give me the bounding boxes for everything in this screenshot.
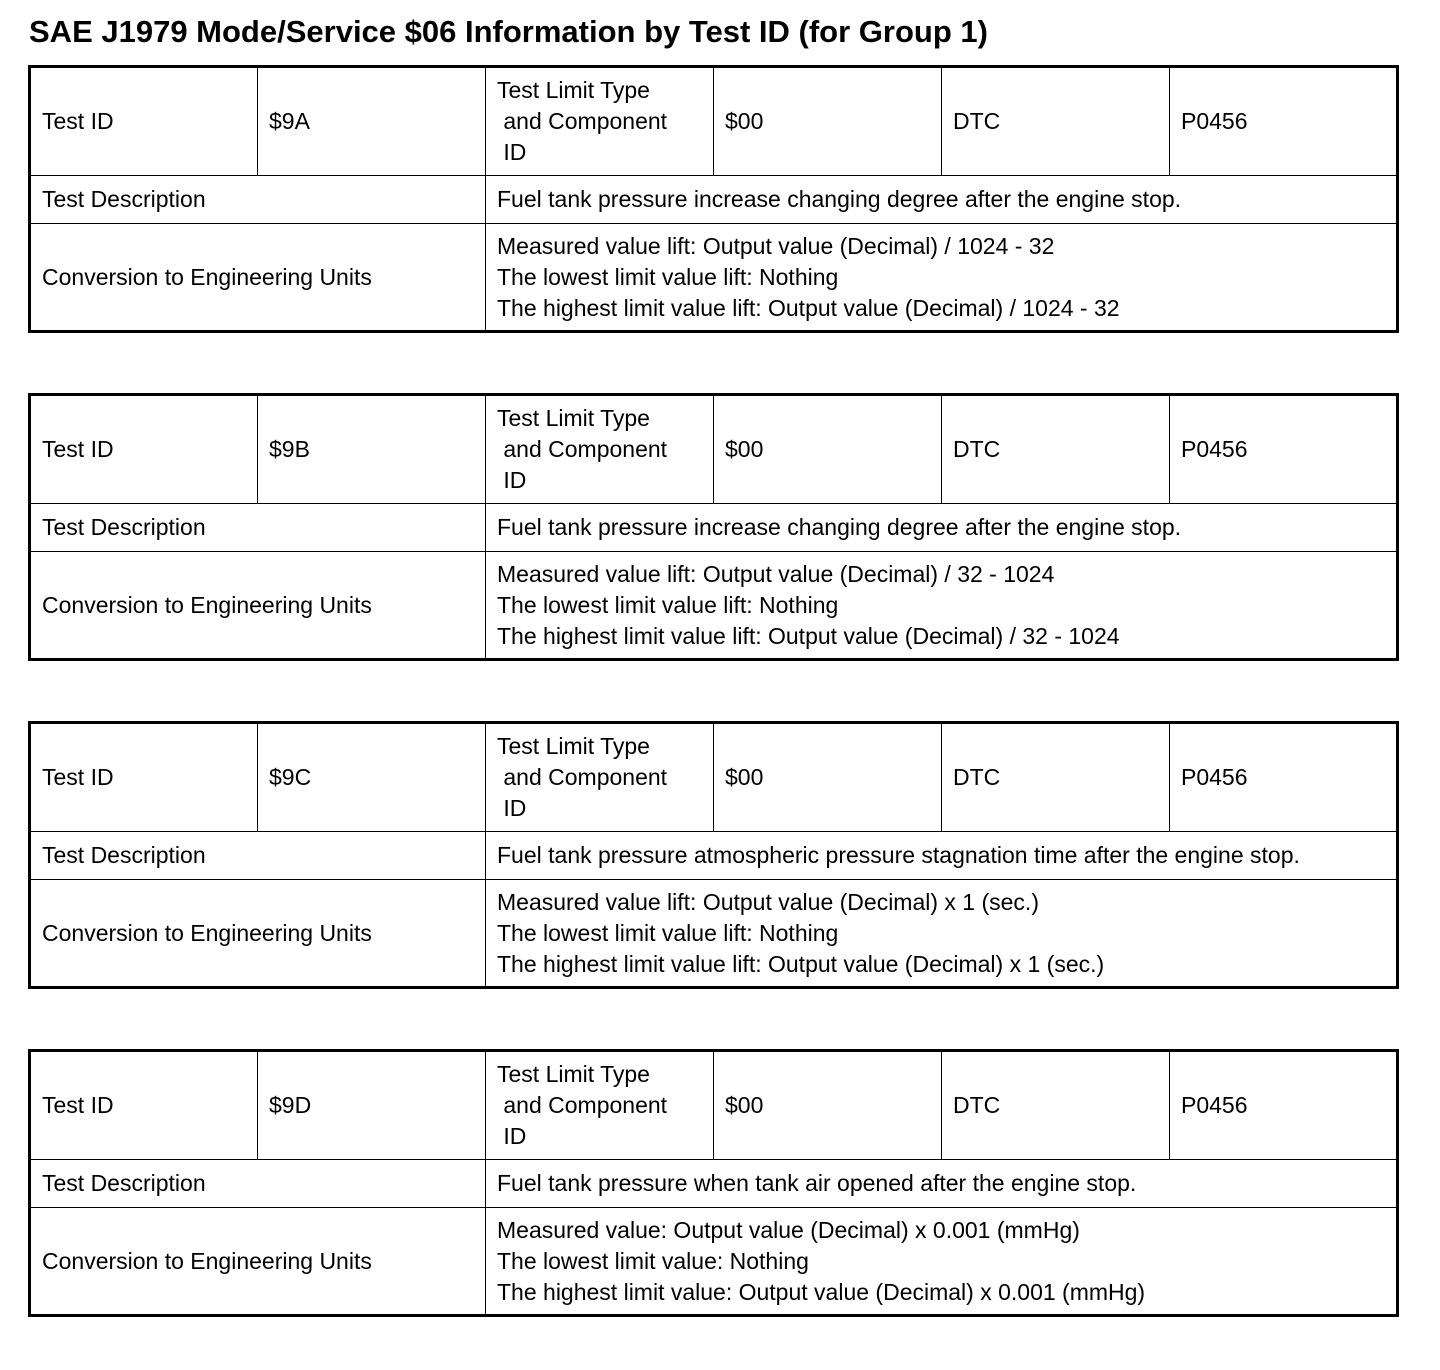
- test-description-label: Test Description: [30, 832, 486, 880]
- measured-value-line: Measured value lift: Output value (Decimal) x 1 (sec.): [497, 888, 1039, 915]
- table-row: [30, 552, 1398, 660]
- limit-type-value: $00: [714, 1051, 942, 1160]
- dtc-code: P0456: [1170, 1051, 1398, 1160]
- test-id-label: Test ID: [30, 67, 258, 176]
- conversion-formulas: [486, 552, 1398, 660]
- measured-value-line: Measured value: Output value (Decimal) x 0.001 (mmHg): [497, 1216, 1080, 1243]
- table-row: [30, 1160, 1398, 1208]
- test-description-text: Fuel tank pressure increase changing degree after the engine stop.: [486, 504, 1398, 552]
- dtc-code: P0456: [1170, 723, 1398, 832]
- table-row: [30, 395, 1398, 504]
- lowest-limit-line: The lowest limit value lift: Nothing: [497, 591, 839, 618]
- lowest-limit-line: The lowest limit value lift: Nothing: [497, 919, 839, 946]
- test-id-value: $9A: [258, 67, 486, 176]
- conversion-label: Conversion to Engineering Units: [30, 880, 486, 988]
- conversion-formulas: [486, 1208, 1398, 1316]
- test-table: [28, 721, 1399, 989]
- table-row: [30, 1208, 1398, 1316]
- test-id-label: Test ID: [30, 723, 258, 832]
- table-row: [30, 1051, 1398, 1160]
- table-row: [30, 176, 1398, 224]
- conversion-formulas: [486, 880, 1398, 988]
- test-id-value: $9C: [258, 723, 486, 832]
- conversion-label: Conversion to Engineering Units: [30, 1208, 486, 1316]
- table-row: [30, 723, 1398, 832]
- dtc-code: P0456: [1170, 395, 1398, 504]
- table-row: [30, 832, 1398, 880]
- highest-limit-line: The highest limit value: Output value (Decimal) x 0.001 (mmHg): [497, 1278, 1146, 1305]
- limit-type-label: Test Limit Type and Component ID: [486, 67, 714, 176]
- test-description-label: Test Description: [30, 1160, 486, 1208]
- table-row: [30, 224, 1398, 332]
- dtc-label: DTC: [942, 395, 1170, 504]
- test-description-text: Fuel tank pressure when tank air opened after the engine stop.: [486, 1160, 1398, 1208]
- highest-limit-line: The highest limit value lift: Output value (Decimal) / 1024 - 32: [497, 294, 1120, 321]
- test-description-label: Test Description: [30, 176, 486, 224]
- dtc-label: DTC: [942, 1051, 1170, 1160]
- highest-limit-line: The highest limit value lift: Output value (Decimal) x 1 (sec.): [497, 950, 1105, 977]
- test-id-label: Test ID: [30, 395, 258, 504]
- dtc-label: DTC: [942, 67, 1170, 176]
- limit-type-label: Test Limit Type and Component ID: [486, 395, 714, 504]
- dtc-label: DTC: [942, 723, 1170, 832]
- conversion-formulas: [486, 224, 1398, 332]
- lowest-limit-line: The lowest limit value lift: Nothing: [497, 263, 839, 290]
- table-row: [30, 880, 1398, 988]
- limit-type-value: $00: [714, 395, 942, 504]
- page-title: SAE J1979 Mode/Service $06 Information by Test ID (for Group 1): [29, 14, 988, 49]
- limit-type-value: $00: [714, 723, 942, 832]
- measured-value-line: Measured value lift: Output value (Decimal) / 32 - 1024: [497, 560, 1055, 587]
- lowest-limit-line: The lowest limit value: Nothing: [497, 1247, 809, 1274]
- limit-type-label: Test Limit Type and Component ID: [486, 1051, 714, 1160]
- limit-type-value: $00: [714, 67, 942, 176]
- table-row: [30, 504, 1398, 552]
- test-description-text: Fuel tank pressure increase changing degree after the engine stop.: [486, 176, 1398, 224]
- test-id-label: Test ID: [30, 1051, 258, 1160]
- test-table: [28, 1049, 1399, 1317]
- conversion-label: Conversion to Engineering Units: [30, 552, 486, 660]
- highest-limit-line: The highest limit value lift: Output value (Decimal) / 32 - 1024: [497, 622, 1120, 649]
- limit-type-label: Test Limit Type and Component ID: [486, 723, 714, 832]
- conversion-label: Conversion to Engineering Units: [30, 224, 486, 332]
- test-id-value: $9B: [258, 395, 486, 504]
- test-table: [28, 393, 1399, 661]
- test-table: [28, 65, 1399, 333]
- test-description-label: Test Description: [30, 504, 486, 552]
- dtc-code: P0456: [1170, 67, 1398, 176]
- test-id-value: $9D: [258, 1051, 486, 1160]
- measured-value-line: Measured value lift: Output value (Decimal) / 1024 - 32: [497, 232, 1055, 259]
- test-description-text: Fuel tank pressure atmospheric pressure stagnation time after the engine stop.: [486, 832, 1398, 880]
- table-row: [30, 67, 1398, 176]
